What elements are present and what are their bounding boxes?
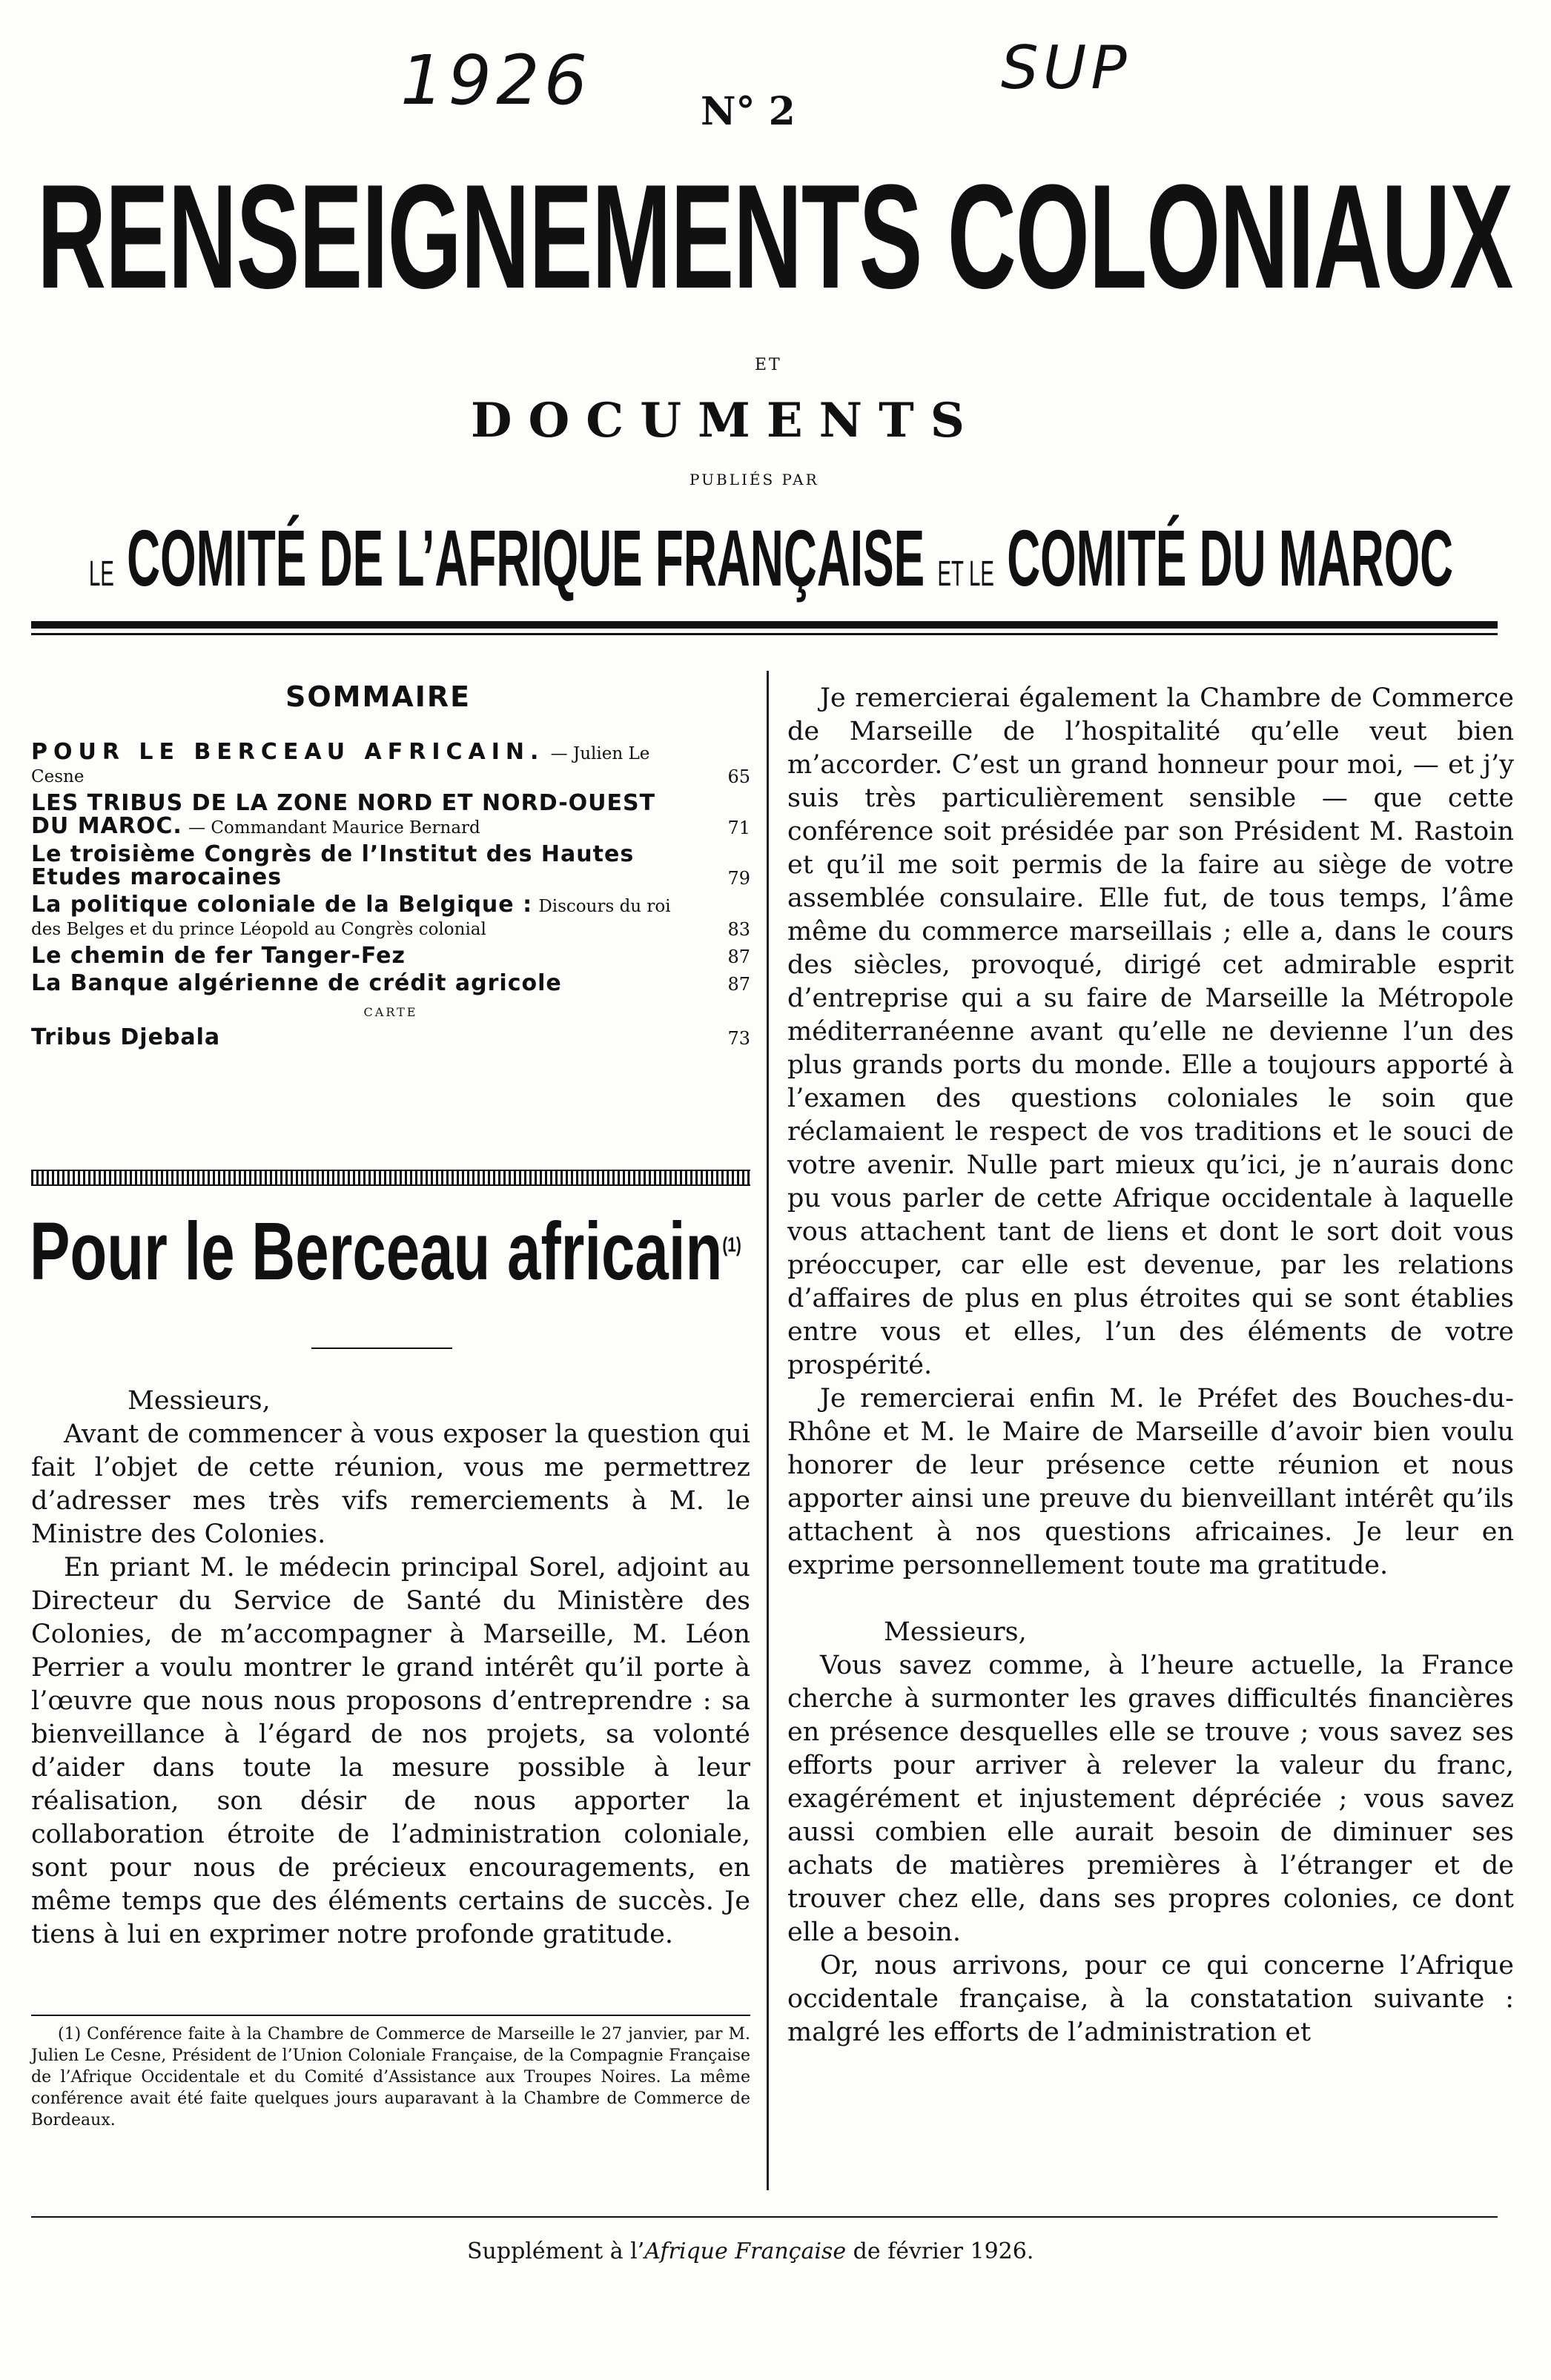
toc-entry[interactable] (31, 741, 750, 788)
sommaire-title: SOMMAIRE (285, 680, 472, 713)
toc-entry-title: Le chemin de fer Tanger-Fez (31, 943, 406, 969)
toc-entry-title: Le troisième Congrès de l’Institut des Hautes Etudes marocaines (31, 841, 635, 890)
masthead-et: ET (755, 356, 782, 374)
toc-entry-author: Discours du roi des Belges et du prince Léopold au Congrès colonial (31, 897, 671, 939)
handwritten-year: 1926 (400, 41, 592, 120)
toc-entry[interactable] (31, 972, 750, 995)
toc-entry-page: 71 (727, 818, 750, 838)
masthead-rule-thin (31, 633, 1498, 635)
toc-entry-page: 87 (727, 974, 750, 995)
salutation: Messieurs, (128, 1386, 271, 1416)
toc-entry-title: Tribus Djebala (31, 1024, 221, 1050)
toc-entry[interactable] (31, 894, 750, 941)
footnote-text: (1) Conférence faite à la Chambre de Commerce de Marseille le 27 janvier, par M. Julien Le Cesne, Président de l’Union Coloniale Française, de la Compagnie Française de l’Afrique Occidentale et du Comité d’Assistance aux Troupes Noires. La même conférence avait été faite quelques jours auparavant à la Chambre de Commerce de Bordeaux. (31, 2025, 750, 2129)
right-column-text (787, 682, 1514, 2049)
issue-number: N° 2 (701, 89, 796, 134)
paragraph: Or, nous arrivons, pour ce qui concerne l’Afrique occidentale française, à la constatation suivante : malgré les efforts de l’administration et (787, 1951, 1514, 2047)
footer-prefix: Supplément à l’ (467, 2238, 645, 2264)
toc-entry-title: POUR LE BERCEAU AFRICAIN. (31, 739, 545, 765)
left-column-text (31, 1385, 750, 1952)
toc-entry[interactable] (31, 1024, 750, 1050)
article-title (30, 1204, 741, 1299)
paragraph: Avant de commencer à vous exposer la question qui fait l’objet de cette réunion, vous me permettrez d’adresser mes très vifs remerciements à M. le Ministre des Colonies. (31, 1419, 750, 1549)
publisher-le: LE (89, 554, 114, 594)
publisher-comite-afrique: COMITÉ DE L’AFRIQUE FRANÇAISE (127, 513, 925, 603)
toc-entry-title: La Banque algérienne de crédit agricole (31, 970, 562, 996)
paragraph: En priant M. le médecin principal Sorel, adjoint au Directeur du Service de Santé du Ministère des Colonies, de m’accompagner à Marseille, M. Léon Perrier a voulu montrer le grand intérêt qu’il porte à l’œuvre que nous nous proposons d’entreprendre : sa bienveillance à l’égard de nos projets, sa volonté d’aider dans toute la mesure possible à leur réalisation, son désir de nous apporter la collaboration étroite de l’administration coloniale, sont pour nous de précieux encouragements, en même temps que des éléments certains de succès. Je tiens à lui en exprimer notre profonde gratitude. (31, 1553, 750, 1949)
publisher-comite-maroc: COMITÉ DU MAROC (1007, 513, 1454, 603)
title-rule (311, 1348, 452, 1349)
toc-entry[interactable] (31, 945, 750, 968)
paragraph: Je remercierai également la Chambre de Commerce de Marseille de l’hospitalité qu’elle veut bien m’accorder. C’est un grand honneur pour moi, — et j’y suis très particulièrement sensible — que cette conférence soit présidée par son Président M. Rastoin et qu’il me soit permis de la faire au siège de votre assemblée consulaire. Elle fut, de tous temps, l’âme même du commerce marseillais ; elle a, dans le cours des siècles, provoqué, dirigé cet admirable esprit d’entreprise qui a su faire de Marseille la Métropole méditerranéenne avant qu’elle ne devienne l’un des plus grands ports du monde. Elle a toujours apporté à l’examen des questions coloniales le soin que réclamaient le respect de vos traditions et le souci de votre avenir. Nulle part mieux qu’ici, je n’aurais donc pu vous parler de cette Afrique occidentale à laquelle vous attachent tant de liens et dont le sort doit vous préoccuper, car elle est devenue, par les relations d’affaires de plus en plus étroites qui se sont établies entre vous et elles, l’un des éléments de votre prospérité. (787, 683, 1514, 1380)
masthead-title-text: RENSEIGNEMENTS COLONIAUX (37, 154, 1512, 319)
handwritten-code: SUP (1001, 33, 1131, 102)
footer-publication: Afrique Française (644, 2238, 847, 2264)
publisher-line (89, 511, 1453, 604)
table-of-contents (31, 741, 750, 1054)
toc-entry-page: 87 (727, 947, 750, 967)
publisher-et-le: ET LE (937, 554, 994, 594)
masthead-title (37, 152, 1512, 322)
toc-entry-page: 73 (727, 1028, 750, 1049)
toc-carte-label: CARTE (363, 1005, 418, 1019)
salutation: Messieurs, (884, 1617, 1027, 1647)
paragraph: Vous savez comme, à l’heure actuelle, la France cherche à surmonter les graves difficultés financières en présence desquelles elle se trouve ; vous savez ses efforts pour arriver à relever la valeur du franc, exagérément et injustement dépréciée ; vous savez aussi combien elle aurait besoin de diminuer ses achats de matières premières à l’étranger et de trouver chez elle, dans ses propres colonies, ce dont elle a besoin. (787, 1651, 1514, 1947)
sommaire-ornament-rule (31, 1170, 750, 1186)
footer-rule (31, 2216, 1498, 2218)
masthead-rule-thick (31, 621, 1498, 629)
toc-entry-author: — Julien Le Cesne (31, 744, 650, 786)
toc-entry-page: 79 (727, 868, 750, 889)
footnote-rule (31, 2015, 750, 2016)
toc-entry-page: 83 (727, 919, 750, 940)
toc-entry-title: LES TRIBUS DE LA ZONE NORD ET NORD-OUEST DU MAROC. (31, 790, 656, 839)
toc-entry[interactable] (31, 843, 750, 889)
toc-entry[interactable] (31, 792, 750, 839)
column-divider (767, 671, 769, 2190)
toc-entry-author: — Commandant Maurice Bernard (188, 818, 480, 838)
paragraph: Je remercierai enfin M. le Préfet des Bouches-du-Rhône et M. le Maire de Marseille d’avoir bien voulu honorer de leur présence cette réunion et nous apporter ainsi une preuve du bienveillant intérêt qu’ils attachent à nos questions africaines. Je leur en exprime personnellement toute ma gratitude. (787, 1384, 1514, 1580)
toc-entry-page: 65 (727, 766, 750, 787)
toc-entry-title: La politique coloniale de la Belgique : (31, 892, 533, 918)
footer-suffix: de février 1926. (846, 2238, 1034, 2264)
footnote-marker: (1) (722, 1233, 741, 1256)
masthead-subtitle: DOCUMENTS (471, 393, 981, 448)
footer-supplement (467, 2238, 1034, 2264)
footnote (31, 2023, 750, 2131)
publies-par: PUBLIÉS PAR (689, 471, 819, 488)
article-title-text: Pour le Berceau africain (30, 1206, 723, 1297)
